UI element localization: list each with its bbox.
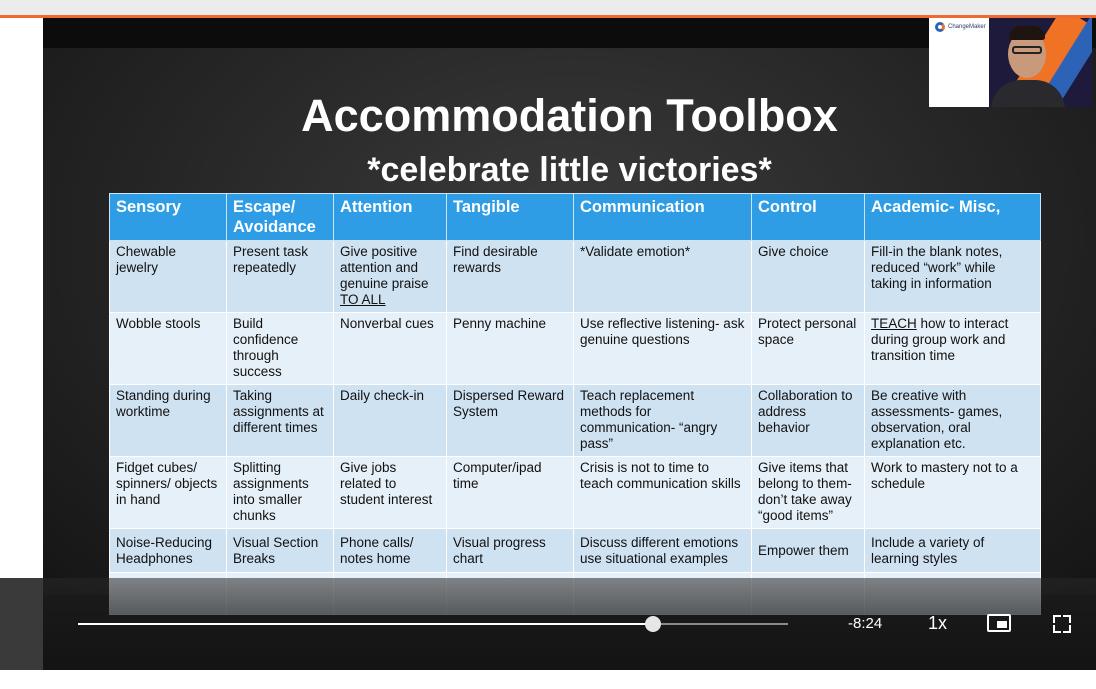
table-row [110, 241, 1041, 313]
table-cell: Discuss different emotions use situational examples [574, 529, 752, 573]
underlined-text: TEACH [871, 316, 917, 331]
fullscreen-corner [1053, 625, 1061, 633]
table-cell: Phone calls/ notes home [334, 529, 447, 573]
table-header-row [110, 194, 1041, 241]
playback-speed-button[interactable]: 1x [928, 613, 948, 633]
logo-mark-icon [935, 22, 945, 32]
fullscreen-corner [1063, 615, 1071, 623]
table-cell [334, 241, 447, 313]
left-strip [0, 578, 43, 670]
progress-bar[interactable] [78, 623, 788, 625]
table-cell: Nonverbal cues [334, 313, 447, 385]
fullscreen-corner [1053, 615, 1061, 623]
table-row [110, 313, 1041, 385]
cell-text: Give positive attention and genuine praise [340, 244, 429, 291]
table-cell: Use reflective listening- ask genuine questions [574, 313, 752, 385]
table-cell: Collaboration to address behavior [752, 385, 865, 457]
table-cell: Visual Section Breaks [227, 529, 334, 573]
header-sensory: Sensory [110, 194, 227, 241]
slide-subtitle: *celebrate little victories* [367, 151, 772, 189]
table-cell: Penny machine [447, 313, 574, 385]
table-cell: Be creative with assessments- games, observation, oral explanation etc. [865, 385, 1041, 457]
accommodation-table [109, 193, 1041, 615]
fullscreen-corner [1063, 625, 1071, 633]
table-cell: Wobble stools [110, 313, 227, 385]
header-tangible: Tangible [447, 194, 574, 241]
pip-inner [997, 621, 1007, 628]
picture-in-picture-icon[interactable] [987, 614, 1011, 632]
fullscreen-icon[interactable] [1053, 615, 1071, 633]
header-communication: Communication [574, 194, 752, 241]
table-row [110, 385, 1041, 457]
table-cell: Taking assignments at different times [227, 385, 334, 457]
cell-text: how to interact during group work and transition time [871, 316, 1009, 363]
table-cell [865, 313, 1041, 385]
browser-top-bar [0, 0, 1096, 15]
presenter-hair [1009, 26, 1045, 40]
changemaker-logo [935, 22, 986, 32]
progress-scrubber-handle[interactable] [645, 616, 661, 632]
progress-fill [78, 623, 653, 625]
table-cell: Dispersed Reward System [447, 385, 574, 457]
header-control: Control [752, 194, 865, 241]
table-cell: Include a variety of learning styles [865, 529, 1041, 573]
slide-title: Accommodation Toolbox [301, 90, 838, 141]
table-cell: *Validate emotion* [574, 241, 752, 313]
table-cell: Empower them [752, 529, 865, 573]
table-row [110, 529, 1041, 573]
time-remaining: -8:24 [848, 615, 883, 632]
table-cell: Teach replacement methods for communication- “angry pass” [574, 385, 752, 457]
table-cell: Protect personal space [752, 313, 865, 385]
header-attention: Attention [334, 194, 447, 241]
table-cell: Find desirable rewards [447, 241, 574, 313]
table-cell: Noise-Reducing Headphones [110, 529, 227, 573]
table-cell: Work to mastery not to a schedule [865, 457, 1041, 529]
table-cell: Give items that belong to them- don’t take away “good items” [752, 457, 865, 529]
table-cell: Visual progress chart [447, 529, 574, 573]
underlined-text: TO ALL [340, 292, 386, 307]
table-cell: Crisis is not to time to teach communication skills [574, 457, 752, 529]
table-cell: Give jobs related to student interest [334, 457, 447, 529]
table-cell: Standing during worktime [110, 385, 227, 457]
table-cell: Daily check-in [334, 385, 447, 457]
table-cell: Fill-in the blank notes, reduced “work” while taking in information [865, 241, 1041, 313]
logo-text: ChangeMaker [948, 24, 986, 30]
table-cell: Give choice [752, 241, 865, 313]
table-row [110, 457, 1041, 529]
presenter-glasses [1012, 46, 1042, 54]
table-cell: Computer/ipad time [447, 457, 574, 529]
table-cell: Splitting assignments into smaller chunks [227, 457, 334, 529]
header-escape-avoidance: Escape/ Avoidance [227, 194, 334, 241]
table-cell: Chewable jewelry [110, 241, 227, 313]
presenter-webcam [929, 18, 1092, 107]
table-cell: Present task repeatedly [227, 241, 334, 313]
header-academic-misc: Academic- Misc, [865, 194, 1041, 241]
table-cell: Build confidence through success [227, 313, 334, 385]
video-player[interactable] [43, 18, 1096, 670]
table-cell: Fidget cubes/ spinners/ objects in hand [110, 457, 227, 529]
